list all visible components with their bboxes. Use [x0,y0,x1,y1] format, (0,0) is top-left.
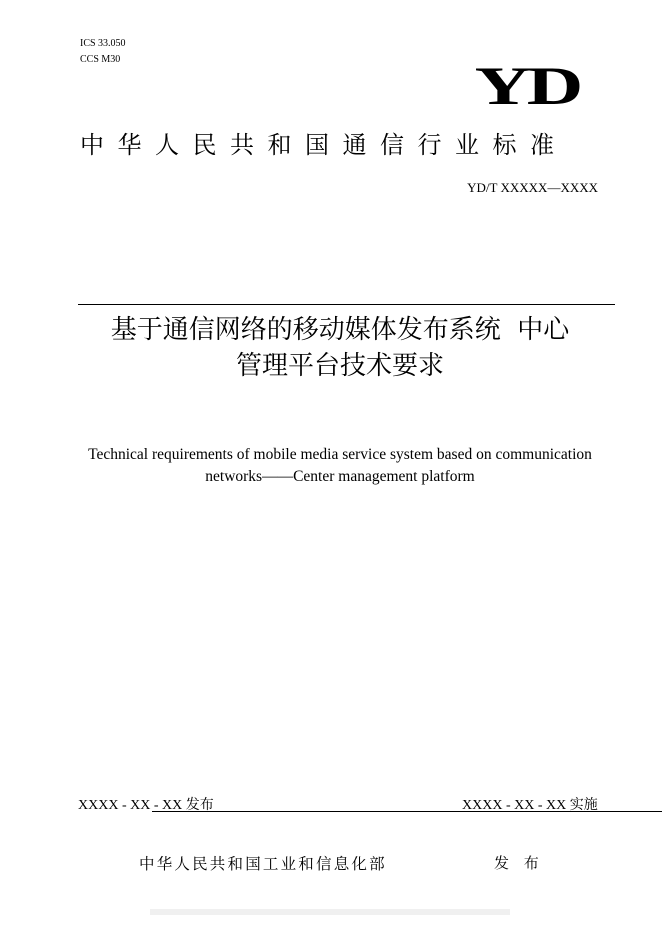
english-title-line-1: Technical requirements of mobile media service system based on communication [88,446,592,463]
publish-date: XXXX - XX - XX 发布 [78,798,214,813]
footer-divider [152,811,662,812]
faint-watermark-image [150,905,510,919]
standard-number: YD/T XXXXX—XXXX [467,180,598,195]
implement-date: XXXX - XX - XX 实施 [462,798,598,813]
title-divider [78,304,615,305]
standard-title: 中华人民共和国通信行业标准 [80,131,568,159]
ccs-code: CCS M30 [80,54,121,65]
chinese-title [70,312,610,384]
english-title [60,444,620,488]
chinese-title-line-2: 管理平台技术要求 [235,351,444,381]
yd-logo: YD [474,56,579,116]
publisher-name: 中华人民共和国工业和信息化部 [139,855,387,873]
chinese-title-line-1: 基于通信网络的移动媒体发布系统 中心 [110,315,570,345]
publish-label: 发 布 [494,854,544,872]
ics-code: ICS 33.050 [80,38,126,49]
classification-codes [80,36,126,68]
english-title-line-2: networks——Center management platform [205,468,475,485]
